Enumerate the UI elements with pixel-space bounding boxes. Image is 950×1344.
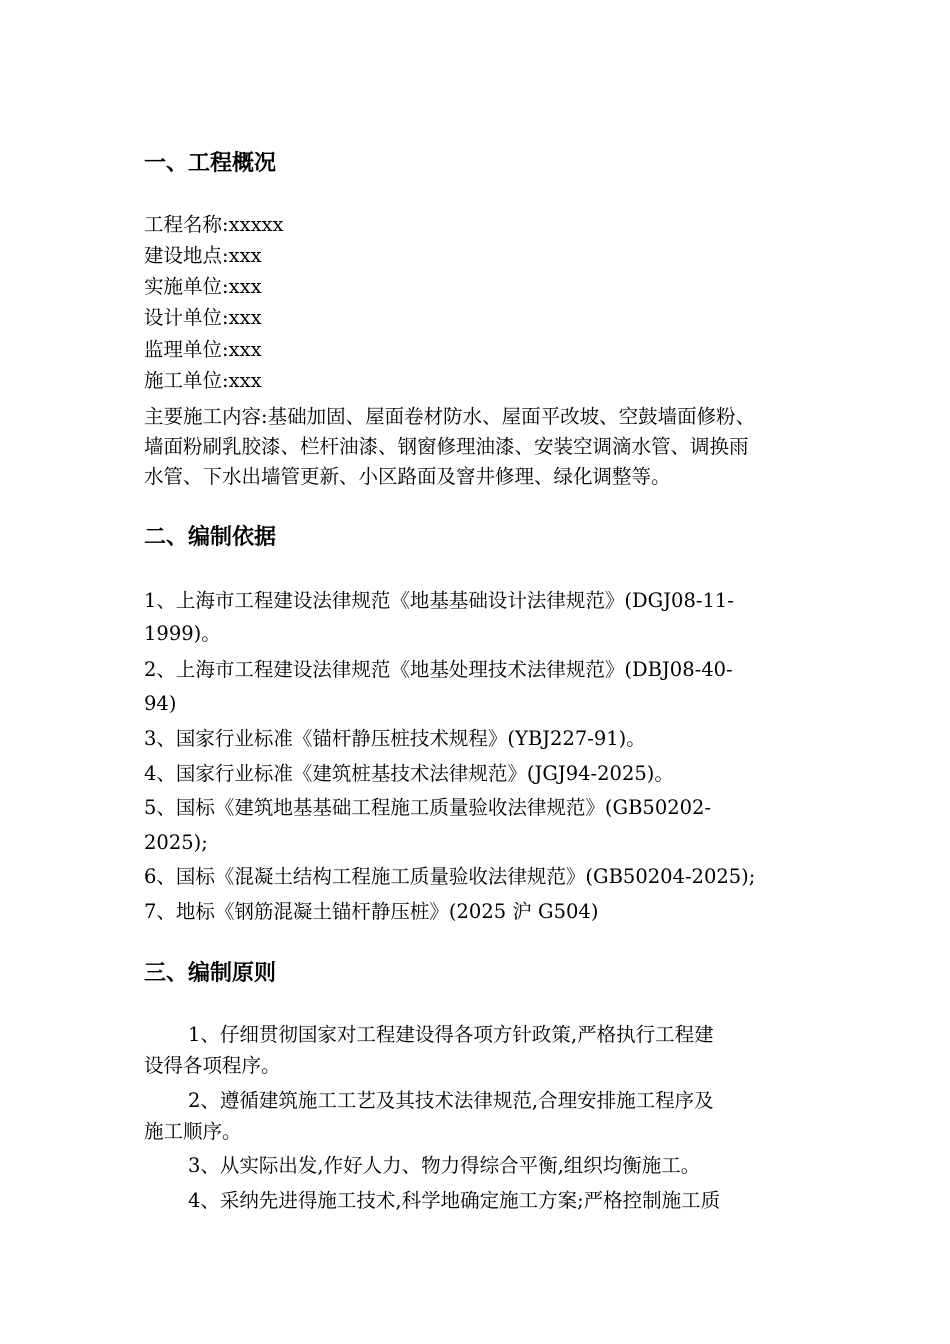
construction-unit-line: 施工单位:xxx — [144, 369, 262, 392]
principle-1-line-1: 1、仔细贯彻国家对工程建设得各项方针政策,严格执行工程建 — [188, 1023, 714, 1046]
section-heading-overview: 一、工程概况 — [144, 151, 277, 176]
section-heading-basis: 二、编制依据 — [144, 525, 277, 550]
basis-item-5-line-1: 5、国标《建筑地基基础工程施工质量验收法律规范》(GB50202- — [144, 796, 712, 819]
basis-item-7: 7、地标《钢筋混凝土锚杆静压桩》(2025 沪 G504) — [144, 900, 599, 923]
basis-item-4: 4、国家行业标准《建筑桩基技术法律规范》(JGJ94-2025)。 — [144, 762, 674, 785]
construction-site-line: 建设地点:xxx — [144, 244, 262, 267]
section-heading-principles: 三、编制原则 — [144, 961, 277, 986]
main-content-line-3: 水管、下水出墙管更新、小区路面及窨井修理、绿化调整等。 — [144, 465, 671, 488]
basis-item-3: 3、国家行业标准《锚杆静压桩技术规程》(YBJ227-91)。 — [144, 727, 646, 750]
supervision-unit-line: 监理单位:xxx — [144, 338, 262, 361]
implementing-unit-line: 实施单位:xxx — [144, 275, 262, 298]
basis-item-6: 6、国标《混凝土结构工程施工质量验收法律规范》(GB50204-2025); — [144, 865, 756, 888]
basis-item-1-line-1: 1、上海市工程建设法律规范《地基基础设计法律规范》(DGJ08-11- — [144, 589, 734, 612]
main-content-line-1: 主要施工内容:基础加固、屋面卷材防水、屋面平改坡、空鼓墙面修粉、 — [144, 405, 756, 428]
principle-3: 3、从实际出发,作好人力、物力得综合平衡,组织均衡施工。 — [188, 1154, 701, 1177]
principle-4-line-1: 4、采纳先进得施工技术,科学地确定施工方案;严格控制施工质 — [188, 1189, 721, 1212]
basis-item-2-line-2: 94) — [144, 692, 177, 715]
principle-1-line-2: 设得各项程序。 — [144, 1054, 281, 1077]
basis-item-1-line-2: 1999)。 — [144, 622, 221, 645]
basis-item-5-line-2: 2025); — [144, 831, 208, 854]
design-unit-line: 设计单位:xxx — [144, 306, 262, 329]
main-content-line-2: 墙面粉刷乳胶漆、栏杆油漆、钢窗修理油漆、安装空调滴水管、调换雨 — [144, 435, 749, 458]
project-name-line: 工程名称:xxxxx — [144, 213, 284, 236]
principle-2-line-1: 2、遵循建筑施工工艺及其技术法律规范,合理安排施工程序及 — [188, 1089, 714, 1112]
principle-2-line-2: 施工顺序。 — [144, 1120, 242, 1143]
basis-item-2-line-1: 2、上海市工程建设法律规范《地基处理技术法律规范》(DBJ08-40- — [144, 658, 733, 681]
